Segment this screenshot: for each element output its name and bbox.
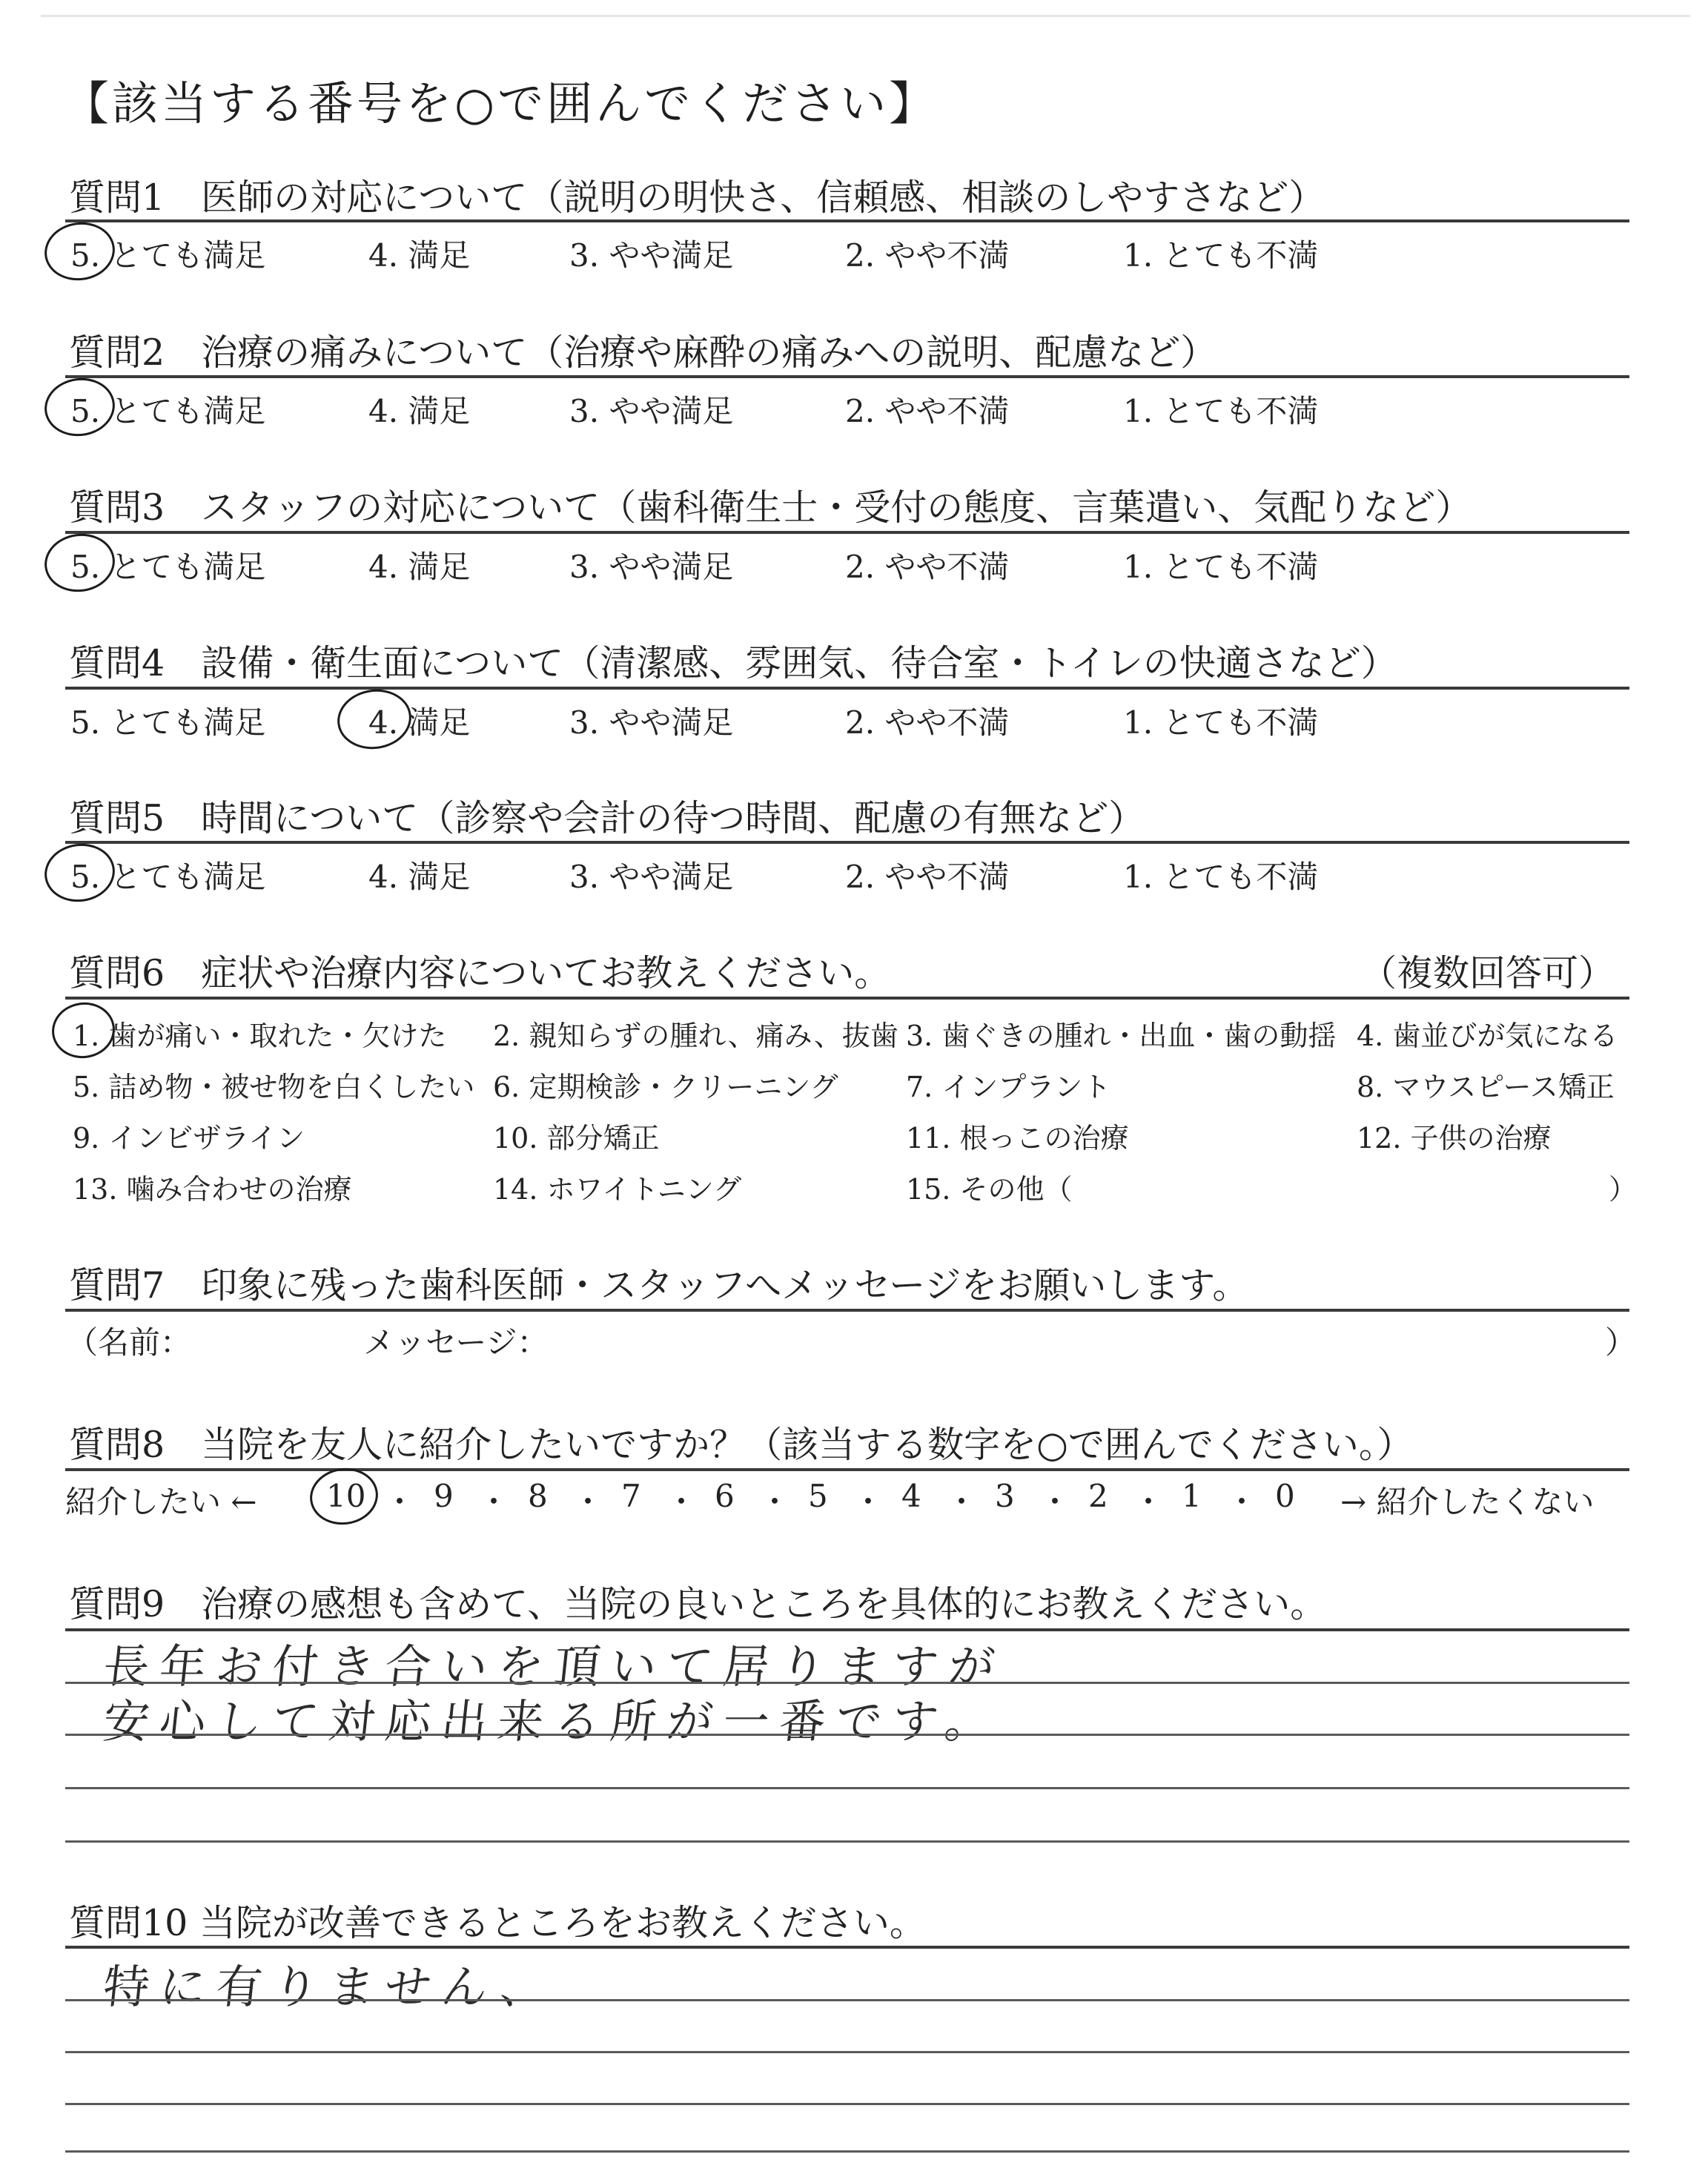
q4-option-5[interactable]: 5. とても満足 bbox=[70, 704, 266, 741]
q6-option-13[interactable]: 13. 噛み合わせの治療 bbox=[73, 1173, 352, 1206]
q10-answer-line-1: 特に有りません、 bbox=[100, 1960, 560, 2014]
q7-name-label: （名前： bbox=[67, 1324, 192, 1361]
q8-right-label: → 紹介したくない bbox=[1340, 1484, 1595, 1520]
q6-option-3[interactable]: 3. 歯ぐきの腫れ・出血・歯の動揺 bbox=[906, 1020, 1337, 1052]
q8-scale-8[interactable]: 8 bbox=[528, 1478, 548, 1514]
q8-separator: ・ bbox=[572, 1484, 604, 1520]
q6-title: 質問6 症状や治療内容についてお教えください。 bbox=[69, 952, 891, 994]
q3-option-4[interactable]: 4. 満足 bbox=[368, 549, 471, 585]
q9-writing-line-2 bbox=[65, 1734, 1629, 1736]
q7-rule bbox=[65, 1309, 1629, 1312]
q2-rule bbox=[65, 375, 1629, 378]
q10-title: 質問10 当院が改善できるところをお教えください。 bbox=[69, 1902, 926, 1944]
q3-title: 質問3 スタッフの対応について（歯科衛生士・受付の態度、言葉遣い、気配りなど） bbox=[69, 486, 1472, 529]
q8-separator: ・ bbox=[478, 1484, 510, 1520]
q9-writing-line-4 bbox=[65, 1840, 1629, 1843]
q4-option-2[interactable]: 2. やや不満 bbox=[845, 704, 1010, 741]
q3-option-2[interactable]: 2. やや不満 bbox=[845, 549, 1010, 585]
q8-scale-10[interactable]: 10 bbox=[326, 1478, 366, 1514]
q6-option-14[interactable]: 14. ホワイトニング bbox=[493, 1173, 742, 1206]
q8-separator: ・ bbox=[1133, 1484, 1165, 1520]
q6-option-8[interactable]: 8. マウスピース矯正 bbox=[1357, 1071, 1615, 1103]
q2-option-3[interactable]: 3. やや満足 bbox=[569, 393, 734, 429]
q5-option-4[interactable]: 4. 満足 bbox=[368, 859, 471, 895]
q6-option-7[interactable]: 7. インプラント bbox=[906, 1071, 1111, 1103]
q5-title: 質問5 時間について（診察や会計の待つ時間、配慮の有無など） bbox=[69, 797, 1145, 839]
q10-rule bbox=[65, 1946, 1629, 1949]
q6-option-11[interactable]: 11. 根っこの治療 bbox=[906, 1122, 1129, 1155]
q1-option-5[interactable]: 5. とても満足 bbox=[70, 237, 266, 274]
q8-selection-circle bbox=[306, 1464, 382, 1529]
q3-option-1[interactable]: 1. とても不満 bbox=[1123, 549, 1319, 585]
q8-scale-9[interactable]: 9 bbox=[434, 1478, 454, 1514]
q6-option-5[interactable]: 5. 詰め物・被せ物を白くしたい bbox=[73, 1071, 475, 1103]
q9-answer-line-1: 長年お付き合いを頂いて居りますが bbox=[100, 1639, 1008, 1694]
q9-answer-line-2: 安心して対応出来る所が一番です。 bbox=[100, 1694, 1004, 1748]
q6-option-15[interactable]: 15. その他（ bbox=[906, 1173, 1073, 1206]
q3-option-5[interactable]: 5. とても満足 bbox=[70, 549, 266, 585]
q8-separator: ・ bbox=[759, 1484, 791, 1520]
q2-option-2[interactable]: 2. やや不満 bbox=[845, 393, 1010, 429]
q6-option-9[interactable]: 9. インビザライン bbox=[73, 1122, 305, 1155]
q8-separator: ・ bbox=[853, 1484, 884, 1520]
q7-title: 質問7 印象に残った歯科医師・スタッフへメッセージをお願いします。 bbox=[69, 1264, 1249, 1307]
q6-option-1[interactable]: 1. 歯が痛い・取れた・欠けた bbox=[73, 1020, 447, 1052]
top-border bbox=[41, 15, 1690, 17]
q2-option-4[interactable]: 4. 満足 bbox=[368, 393, 471, 429]
q10-writing-line-1 bbox=[65, 1999, 1629, 2001]
form-heading: 【該当する番号を○で囲んでください】 bbox=[63, 76, 939, 131]
q8-rule bbox=[65, 1468, 1629, 1471]
q8-separator: ・ bbox=[666, 1484, 698, 1520]
q6-rule bbox=[65, 997, 1629, 1000]
q2-option-1[interactable]: 1. とても不満 bbox=[1123, 393, 1319, 429]
q1-option-4[interactable]: 4. 満足 bbox=[368, 237, 471, 274]
q5-option-3[interactable]: 3. やや満足 bbox=[569, 859, 734, 895]
q7-close-paren: ） bbox=[1605, 1324, 1637, 1361]
q9-writing-line-3 bbox=[65, 1787, 1629, 1789]
q6-multiple-answer-note: （複数回答可） bbox=[1360, 952, 1615, 994]
q6-other-close-paren: ） bbox=[1609, 1173, 1638, 1206]
q1-title: 質問1 医師の対応について（説明の明快さ、信頼感、相談のしやすさなど） bbox=[69, 176, 1325, 219]
q1-option-2[interactable]: 2. やや不満 bbox=[845, 237, 1010, 274]
q9-title: 質問9 治療の感想も含めて、当院の良いところを具体的にお教えください。 bbox=[69, 1583, 1327, 1625]
q8-separator: ・ bbox=[1226, 1484, 1258, 1520]
q8-title: 質問8 当院を友人に紹介したいですか？（該当する数字を○で囲んでください。） bbox=[69, 1424, 1414, 1466]
q6-option-6[interactable]: 6. 定期検診・クリーニング bbox=[493, 1071, 838, 1103]
q6-option-12[interactable]: 12. 子供の治療 bbox=[1357, 1122, 1552, 1155]
q6-option-10[interactable]: 10. 部分矯正 bbox=[493, 1122, 660, 1155]
q4-option-4[interactable]: 4. 満足 bbox=[368, 704, 471, 741]
q5-option-5[interactable]: 5. とても満足 bbox=[70, 859, 266, 895]
q4-title: 質問4 設備・衛生面について（清潔感、雰囲気、待合室・トイレの快適さなど） bbox=[69, 642, 1397, 684]
q8-scale-3[interactable]: 3 bbox=[995, 1478, 1015, 1514]
q2-option-5[interactable]: 5. とても満足 bbox=[70, 393, 266, 429]
q10-writing-line-4 bbox=[65, 2150, 1629, 2153]
q6-option-4[interactable]: 4. 歯並びが気になる bbox=[1357, 1020, 1618, 1052]
q5-option-1[interactable]: 1. とても不満 bbox=[1123, 859, 1319, 895]
q8-scale-5[interactable]: 5 bbox=[808, 1478, 828, 1514]
q8-scale-7[interactable]: 7 bbox=[621, 1478, 641, 1514]
q8-separator: ・ bbox=[1039, 1484, 1071, 1520]
q5-option-2[interactable]: 2. やや不満 bbox=[845, 859, 1010, 895]
q2-title: 質問2 治療の痛みについて（治療や麻酔の痛みへの説明、配慮など） bbox=[69, 331, 1217, 374]
q8-left-label: 紹介したい ← bbox=[65, 1484, 257, 1520]
q4-option-1[interactable]: 1. とても不満 bbox=[1123, 704, 1319, 741]
q7-message-label: メッセージ： bbox=[363, 1324, 549, 1361]
q10-writing-line-2 bbox=[65, 2051, 1629, 2053]
q3-option-3[interactable]: 3. やや満足 bbox=[569, 549, 734, 585]
q8-scale-4[interactable]: 4 bbox=[901, 1478, 921, 1514]
q8-separator: ・ bbox=[384, 1484, 416, 1520]
q1-rule bbox=[65, 219, 1629, 222]
q8-scale-0[interactable]: 0 bbox=[1275, 1478, 1295, 1514]
q4-selection-circle bbox=[334, 684, 415, 753]
q9-writing-line-1 bbox=[65, 1682, 1629, 1684]
q1-option-3[interactable]: 3. やや満足 bbox=[569, 237, 734, 274]
q6-option-2[interactable]: 2. 親知らずの腫れ、痛み、抜歯 bbox=[493, 1020, 898, 1052]
q8-scale-1[interactable]: 1 bbox=[1182, 1478, 1202, 1514]
q8-separator: ・ bbox=[946, 1484, 978, 1520]
q5-rule bbox=[65, 841, 1629, 844]
q1-option-1[interactable]: 1. とても不満 bbox=[1123, 237, 1319, 274]
q8-scale-2[interactable]: 2 bbox=[1088, 1478, 1108, 1514]
q4-option-3[interactable]: 3. やや満足 bbox=[569, 704, 734, 741]
q8-scale-6[interactable]: 6 bbox=[715, 1478, 735, 1514]
q10-writing-line-3 bbox=[65, 2103, 1629, 2105]
q3-rule bbox=[65, 531, 1629, 534]
q4-rule bbox=[65, 687, 1629, 690]
